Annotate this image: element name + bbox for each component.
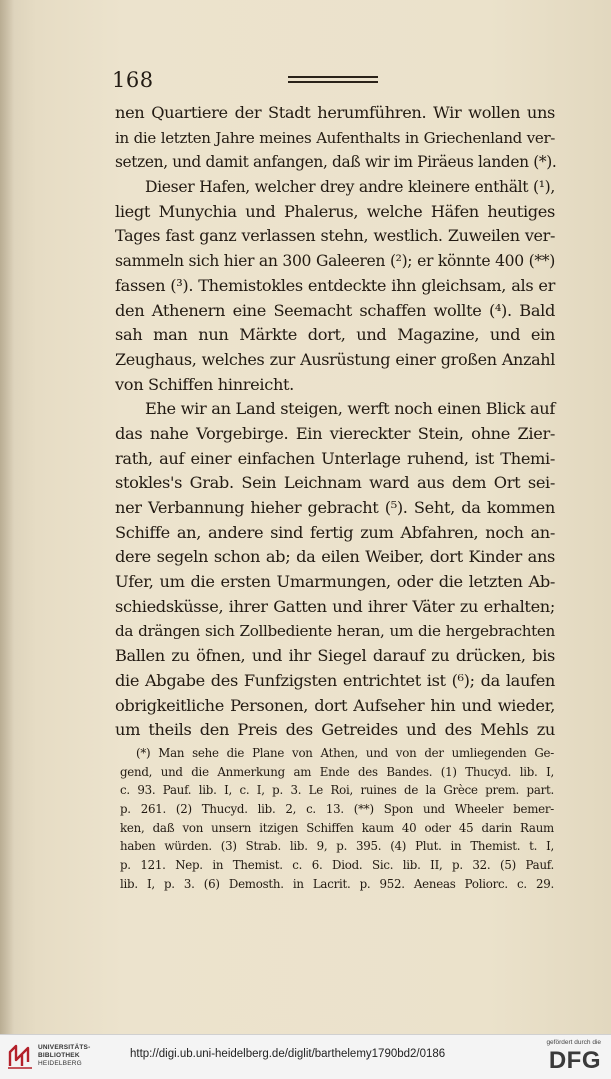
library-name-line-1: UNIVERSITÄTS-: [38, 1044, 91, 1051]
body-line: dere segeln schon ab; da eilen Weiber, dort Kinder ans: [115, 547, 555, 567]
body-line: sah man nun Märkte dort, und Magazine, und ein: [115, 325, 555, 345]
footnote-line: (*) Man sehe die Plane von Athen, und von der umliegenden Ge-: [136, 746, 554, 760]
body-line: liegt Munychia und Phalerus, welche Häfen heutiges: [115, 201, 555, 221]
body-line: sammeln sich hier an 300 Galeeren (²); er könnte 400 (**): [115, 252, 555, 271]
body-line: die Abgabe des Funfzigsten entrichtet ist (⁶); da laufen: [115, 670, 555, 690]
body-line: Zeughaus, welches zur Ausrüstung einer großen Anzahl: [115, 349, 555, 369]
body-line: Schiffe an, andere sind fertig zum Abfahren, noch an-: [115, 522, 555, 542]
body-line: rath, auf einer einfachen Unterlage ruhend, ist Themi-: [115, 448, 555, 468]
footnote-line: p. 121. Nep. in Themist. c. 6. Diod. Sic. lib. II, p. 32. (5) Pauf.: [120, 858, 554, 873]
university-library-logo-icon: [6, 1042, 34, 1070]
dfg-logo: DFG: [548, 1047, 601, 1074]
body-line: nen Quartiere der Stadt herumführen. Wir wollen uns: [115, 103, 555, 122]
body-line: stokles's Grab. Sein Leichnam ward aus dem Ort sei-: [115, 473, 555, 493]
body-line: setzen, und damit anfangen, daß wir im Piräeus landen (*).: [115, 153, 557, 172]
body-line: ner Verbannung hieher gebracht (⁵). Seht, da kommen: [115, 498, 555, 517]
header-double-rule: [288, 76, 378, 84]
body-line: schiedsküsse, ihrer Gatten und ihrer Väter zu erhalten;: [115, 596, 555, 616]
footnotes: [120, 744, 554, 894]
page-number: 168: [112, 68, 154, 92]
body-line: von Schiffen hinreicht.: [115, 374, 294, 394]
body-line: um theils den Preis des Getreides und des Mehls zu: [115, 720, 555, 740]
footnote-line: c. 93. Pauf. lib. I, c. I, p. 3. Le Roi, ruines de la Grèce prem. part.: [120, 783, 554, 798]
body-line: Tages fast ganz verlassen stehn, westlich. Zuweilen ver-: [115, 226, 555, 246]
footnote-line: gend, und die Anmerkung am Ende des Bandes. (1) Thucyd. lib. I,: [120, 764, 554, 779]
body-line: in die letzten Jahre meines Aufenthalts in Griechenland ver-: [115, 128, 555, 147]
library-name: [38, 1044, 90, 1068]
body-line: fassen (³). Themistokles entdeckte ihn gleichsam, als er: [115, 275, 555, 295]
body-line: da drängen sich Zollbediente heran, um die hergebrachten: [115, 622, 555, 641]
permalink-url[interactable]: http://digi.ub.uni-heidelberg.de/diglit/barthelemy1790bd2/0186: [130, 1048, 446, 1060]
body-text: [115, 101, 555, 743]
body-line: Dieser Hafen, welcher drey andre kleinere enthält (¹),: [145, 178, 555, 197]
viewer-footer: [0, 1034, 611, 1079]
body-line: obrigkeitliche Personen, dort Aufseher hin und wieder,: [115, 695, 555, 715]
footnote-line: lib. I, p. 3. (6) Demosth. in Lacrit. p. 952. Aeneas Poliorc. c. 29.: [120, 876, 554, 891]
footnote-line: ken, daß von unsern itzigen Schiffen kaum 40 oder 45 darin Raum: [120, 820, 554, 835]
body-line: Ballen zu öfnen, und ihr Siegel darauf zu drücken, bis: [115, 646, 555, 666]
footnote-line: p. 261. (2) Thucyd. lib. 2, c. 13. (**) Spon und Wheeler bemer-: [120, 802, 554, 817]
body-line: den Athenern eine Seemacht schaffen wollte (⁴). Bald: [115, 300, 555, 320]
library-name-line-2: BIBLIOTHEK: [38, 1052, 80, 1059]
footnote-line: haben würden. (3) Strab. lib. 9, p. 395. (4) Plut. in Themist. t. I,: [120, 839, 554, 854]
page-header: [112, 68, 552, 98]
library-name-line-3: HEIDELBERG: [38, 1060, 82, 1067]
body-line: Ufer, um die ersten Umarmungen, oder die letzten Ab-: [115, 572, 555, 592]
dfg-funding-badge: [521, 1039, 601, 1075]
dfg-caption: gefördert durch die: [546, 1039, 601, 1046]
body-line: Ehe wir an Land steigen, werft noch einen Blick auf: [145, 399, 555, 419]
body-line: das nahe Vorgebirge. Ein viereckter Stein, ohne Zier-: [115, 423, 555, 443]
